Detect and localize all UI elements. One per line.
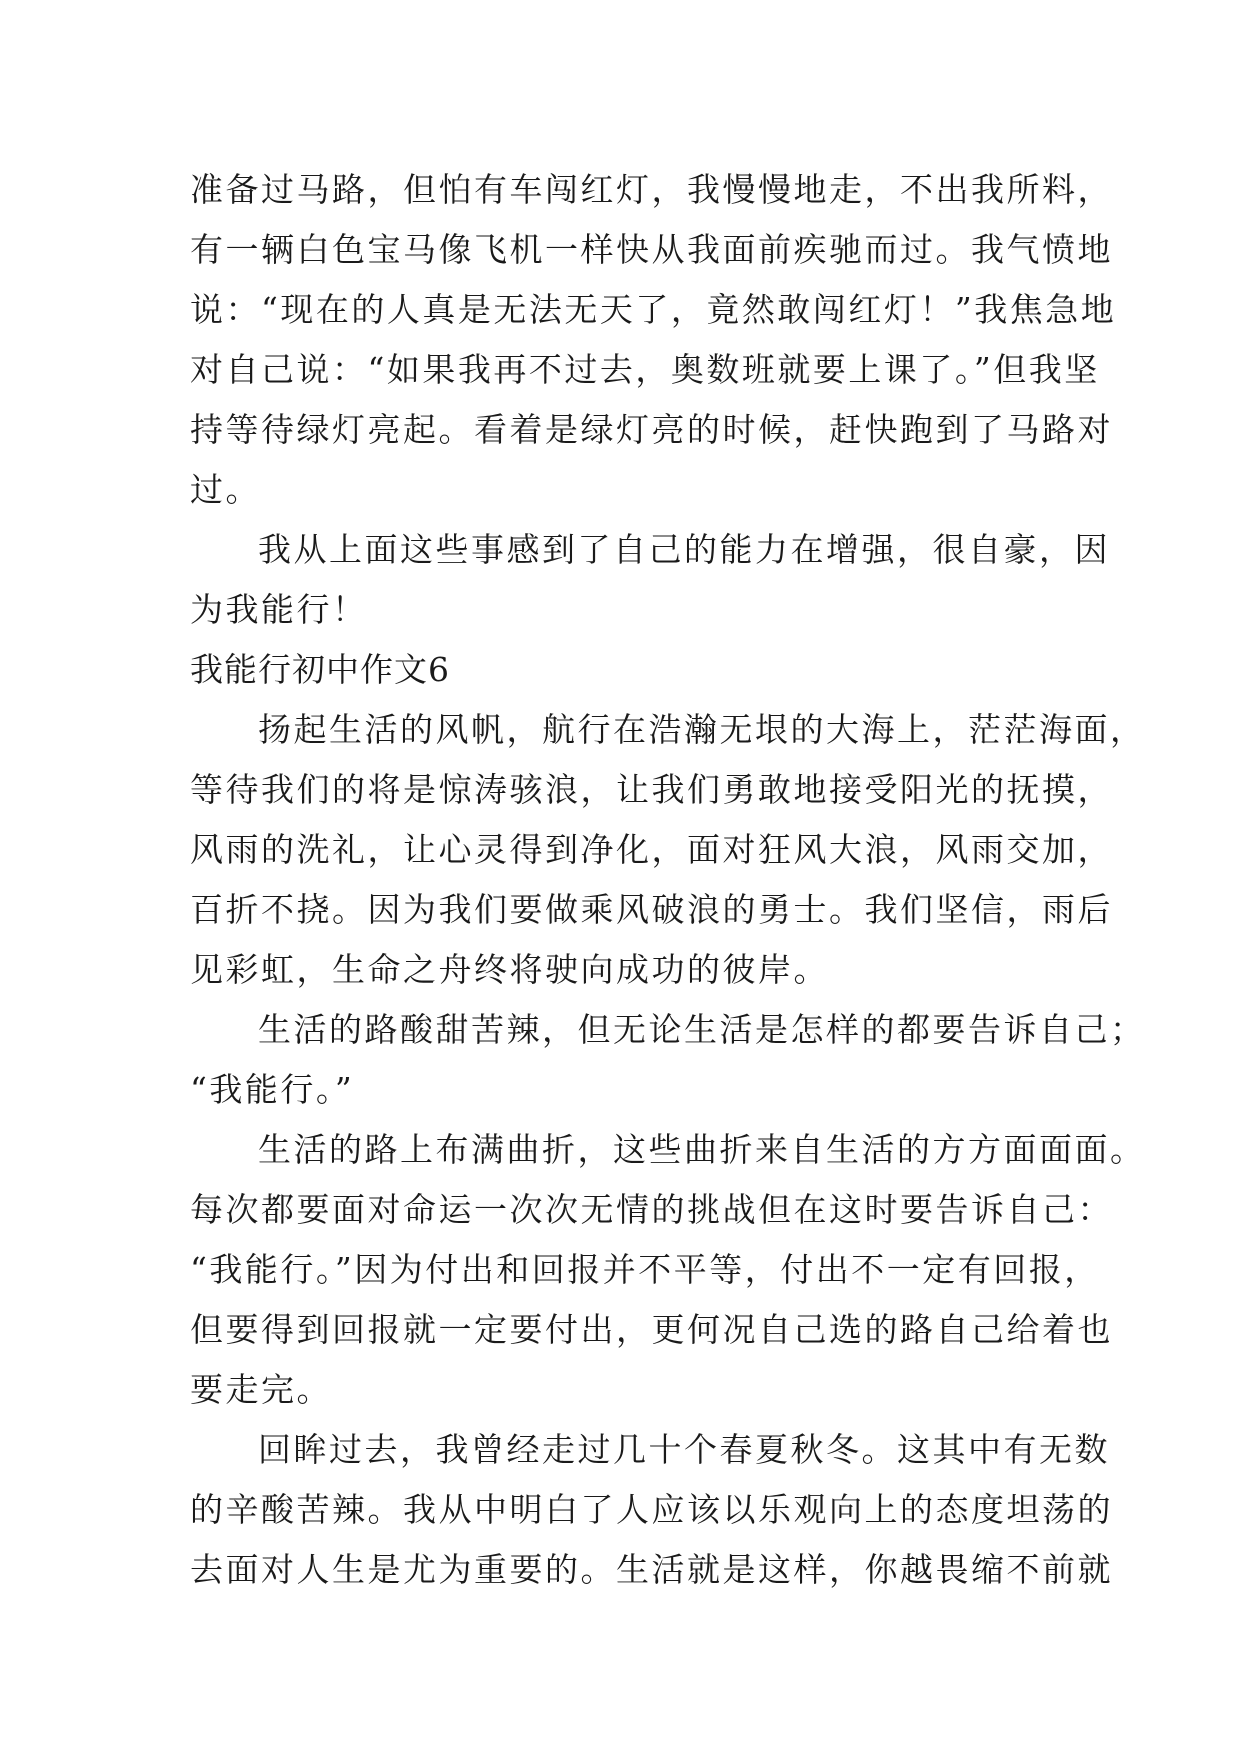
text-line: 每次都要面对命运一次次无情的挑战但在这时要告诉自己： [190,1190,1113,1229]
essay-body [190,160,1146,1600]
text-line: “我能行。”因为付出和回报并不平等，付出不一定有回报， [190,1250,1100,1289]
paragraph-life-road [190,1000,1146,1120]
text-line: 对自己说：“如果我再不过去，奥数班就要上课了。”但我坚 [190,350,1100,389]
text-line: 要走完。 [190,1370,332,1409]
paragraph-proud [190,520,1110,640]
text-line: 持等待绿灯亮起。看着是绿灯亮的时候，赶快跑到了马路对 [190,410,1113,449]
text-line: 回眸过去，我曾经走过几十个春夏秋冬。这其中有无数 [258,1430,1110,1469]
paragraph-twists [190,1120,1146,1420]
text-line: 生活的路酸甜苦辣，但无论生活是怎样的都要告诉自己； [258,1010,1146,1049]
text-line: 风雨的洗礼，让心灵得到净化，面对狂风大浪，风雨交加， [190,830,1113,869]
text-line: 有一辆白色宝马像飞机一样快从我面前疾驰而过。我气愤地 [190,230,1113,269]
text-line: 我从上面这些事感到了自己的能力在增强，很自豪，因 [258,530,1110,569]
text-line: 为我能行！ [190,590,368,629]
text-line: 但要得到回报就一定要付出，更何况自己选的路自己给着也 [190,1310,1113,1349]
paragraph-look-back [190,1420,1113,1600]
text-line: 等待我们的将是惊涛骇浪，让我们勇敢地接受阳光的抚摸， [190,770,1113,809]
text-line: 的辛酸苦辣。我从中明白了人应该以乐观向上的态度坦荡的 [190,1490,1113,1529]
text-line: 过。 [190,470,261,509]
text-line: 生活的路上布满曲折，这些曲折来自生活的方方面面面。 [258,1130,1146,1169]
paragraph-crossing-road [190,160,1117,520]
text-line: 见彩虹，生命之舟终将驶向成功的彼岸。 [190,950,829,989]
text-line: 扬起生活的风帆，航行在浩瀚无垠的大海上，茫茫海面， [258,710,1146,749]
text-line: 去面对人生是尤为重要的。生活就是这样，你越畏缩不前就 [190,1550,1113,1589]
text-line: 准备过马路，但怕有车闯红灯，我慢慢地走，不出我所料， [190,170,1113,209]
text-line: 百折不挠。因为我们要做乘风破浪的勇士。我们坚信，雨后 [190,890,1113,929]
text-line: 说：“现在的人真是无法无天了，竟然敢闯红灯！”我焦急地 [190,290,1117,329]
section-heading [190,640,1050,700]
paragraph-sail [190,700,1146,1000]
essay-title: 我能行初中作文6 [190,650,450,689]
text-line: “我能行。” [190,1070,355,1109]
